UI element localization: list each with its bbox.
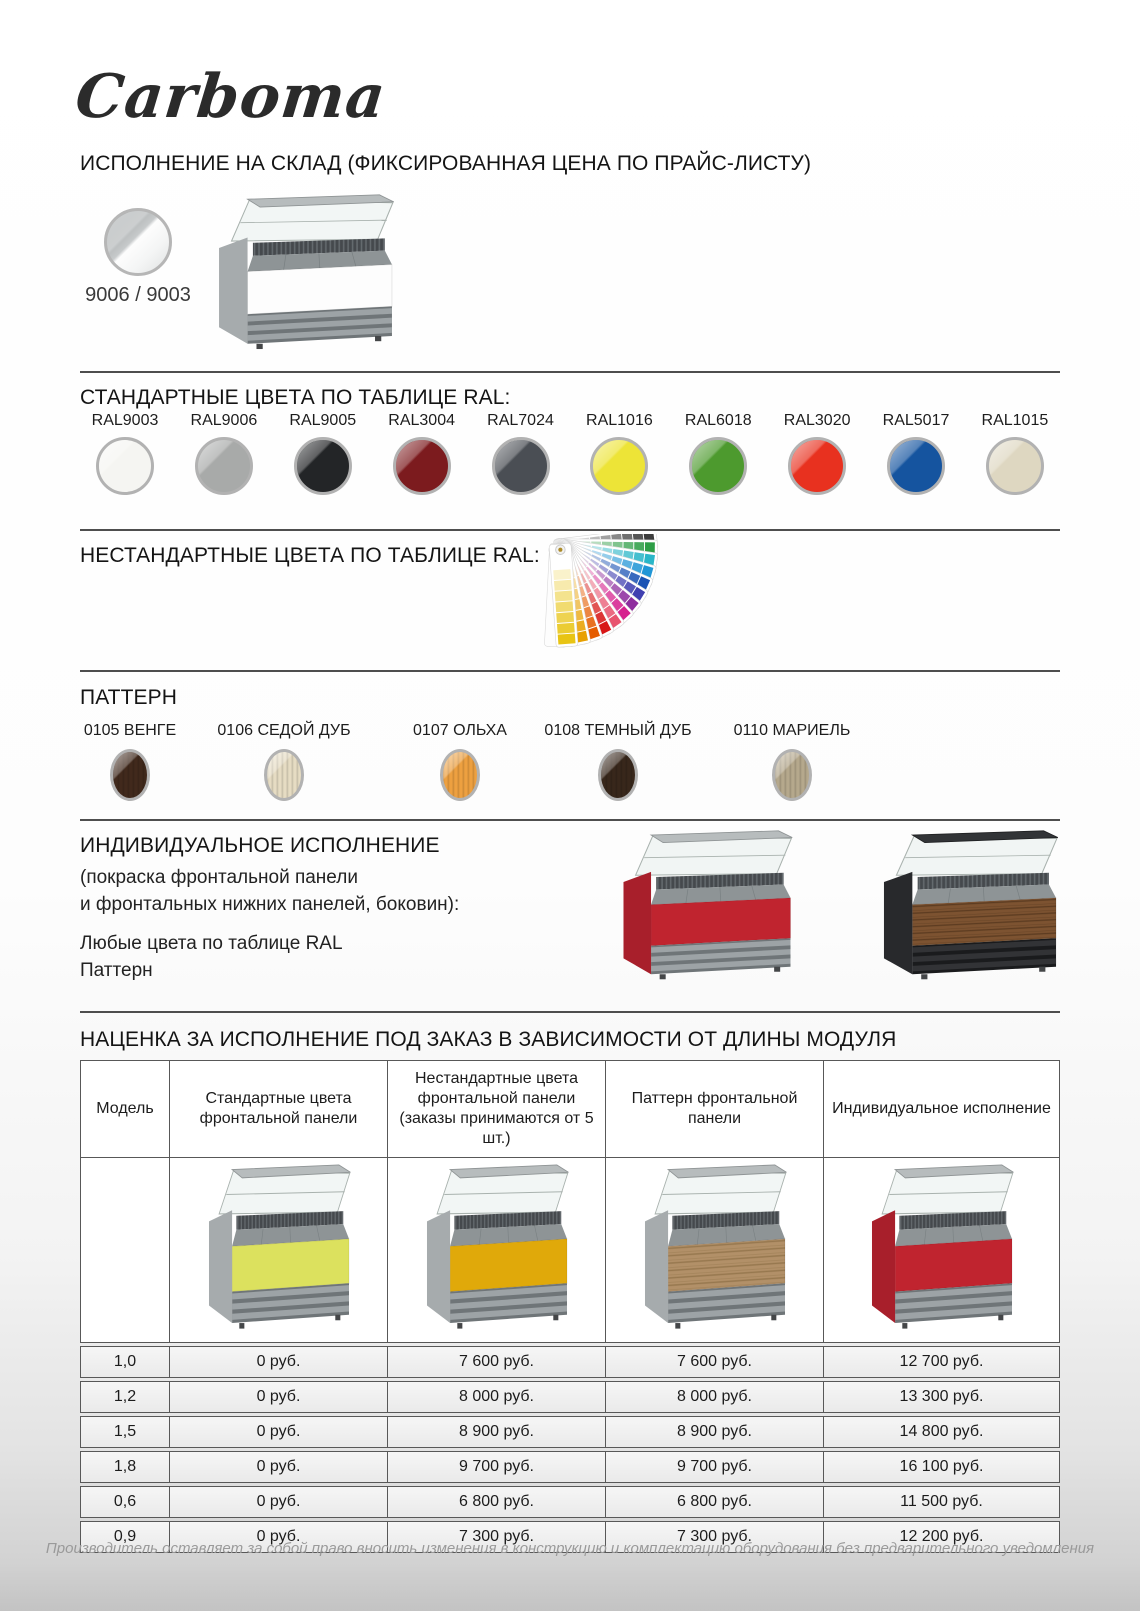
individual-options (80, 930, 343, 984)
ral-color-label: RAL5017 (882, 412, 950, 429)
table-row (80, 1381, 1060, 1413)
table-cell: 7 600 руб. (605, 1347, 823, 1377)
table-column-header: Паттерн фронтальной панели (605, 1061, 823, 1157)
table-row (80, 1416, 1060, 1448)
ral-color-RAL6018 (673, 412, 763, 495)
sheen-highlight (988, 439, 1042, 493)
ral-color-RAL3004 (377, 412, 467, 495)
pattern-label: 0108 ТЕМНЫЙ ДУБ (544, 722, 692, 739)
ral-color-label: RAL7024 (487, 412, 554, 429)
ral-color-RAL9005 (278, 412, 368, 495)
pattern-item-0107 (375, 722, 545, 801)
section-divider (80, 371, 1060, 373)
pattern-swatch (772, 749, 812, 801)
ral-color-label: RAL1016 (586, 412, 653, 429)
table-cell: 11 500 руб. (823, 1487, 1059, 1517)
stock-color-swatch (72, 208, 204, 307)
showcase-image-table-2 (632, 1164, 798, 1336)
table-cell: 1,8 (113, 1458, 137, 1475)
table-column-header: Нестандартные цвета фронтальной панели (заказы принимаются от 5 шт.) (387, 1061, 605, 1157)
individual-subtitle-line1: (покраска фронтальной панели (80, 867, 358, 888)
pattern-swatch (264, 749, 304, 801)
section-title-standard-colors: СТАНДАРТНЫЕ ЦВЕТА ПО ТАБЛИЦЕ RAL: (80, 386, 511, 409)
ral-color-label: RAL3020 (783, 412, 851, 429)
ral-color-circle (689, 437, 747, 495)
ral-color-RAL1016 (574, 412, 664, 495)
table-cell: 6 800 руб. (605, 1487, 823, 1517)
showcase-image-custom-dark (868, 830, 1072, 986)
table-row (80, 1346, 1060, 1378)
table-body (80, 1346, 1060, 1553)
table-cell: 16 100 руб. (823, 1452, 1059, 1482)
table-cell: 12 700 руб. (823, 1347, 1059, 1377)
section-title-stock: ИСПОЛНЕНИЕ НА СКЛАД (ФИКСИРОВАННАЯ ЦЕНА ПО ПРАЙС-ЛИСТУ) (80, 152, 812, 175)
sheen-highlight (790, 439, 844, 493)
sheen-highlight (774, 751, 810, 799)
ral-color-circle (393, 437, 451, 495)
individual-option-ral: Любые цвета по таблице RAL (80, 933, 343, 954)
sheen-highlight (296, 439, 350, 493)
table-cell: 14 800 руб. (823, 1417, 1059, 1447)
pattern-label: 0105 ВЕНГЕ (83, 722, 177, 739)
table-cell: 8 000 руб. (387, 1382, 605, 1412)
ral-color-circle (96, 437, 154, 495)
table-image-cell (387, 1158, 605, 1342)
sheen-highlight (889, 439, 943, 493)
showcase-image-table-1 (414, 1164, 580, 1336)
sheen-highlight (442, 751, 478, 799)
sheen-highlight (600, 751, 636, 799)
table-cell: 1,5 (113, 1423, 137, 1440)
ral-color-circle (590, 437, 648, 495)
table-cell: 0 руб. (169, 1487, 387, 1517)
ral-color-circle (195, 437, 253, 495)
section-divider (80, 1011, 1060, 1013)
footer-disclaimer: Производитель оставляет за собой право вносить изменения в конструкцию и комплектацию оборудования без предварительного уведомления (45, 1540, 1095, 1557)
sheen-highlight (98, 439, 152, 493)
table-cell: 8 000 руб. (605, 1382, 823, 1412)
section-divider (80, 529, 1060, 531)
table-header-row (81, 1061, 1059, 1157)
section-divider (80, 819, 1060, 821)
ral-color-label: RAL9005 (289, 412, 357, 429)
table-row (80, 1486, 1060, 1518)
ral-color-RAL9003 (80, 412, 170, 495)
ral-color-circle (887, 437, 945, 495)
sheen-highlight (691, 439, 745, 493)
pattern-swatches-row (0, 722, 1140, 834)
ral-fan-illustration (468, 534, 668, 654)
table-cell: 1,0 (113, 1353, 137, 1370)
pattern-label: 0107 ОЛЬХА (413, 722, 507, 739)
sheen-highlight (395, 439, 449, 493)
individual-subtitle (80, 864, 459, 918)
showcase-image-stock (203, 194, 408, 356)
ral-color-label: RAL9003 (91, 412, 159, 429)
table-cell: 0 руб. (169, 1417, 387, 1447)
sheen-highlight (106, 210, 170, 274)
ral-color-label: RAL3004 (388, 412, 455, 429)
ral-color-RAL5017 (871, 412, 961, 495)
table-column-header: Стандартные цвета фронтальной панели (169, 1061, 387, 1157)
ral-color-circle (986, 437, 1044, 495)
individual-subtitle-line2: и фронтальных нижних панелей, боковин): (80, 894, 460, 915)
sheen-highlight (494, 439, 548, 493)
table-column-header: Индивидуальное исполнение (823, 1061, 1059, 1157)
sheen-highlight (197, 439, 251, 493)
ral-color-circle (788, 437, 846, 495)
table-cell: 13 300 руб. (823, 1382, 1059, 1412)
table-cell: 8 900 руб. (387, 1417, 605, 1447)
table-cell: 0 руб. (169, 1452, 387, 1482)
showcase-image-custom-red (608, 830, 806, 986)
pattern-item-0105 (45, 722, 215, 801)
pattern-swatch (440, 749, 480, 801)
ral-colors-row (80, 412, 1060, 495)
ral-color-RAL3020 (772, 412, 862, 495)
surcharge-table (80, 1060, 1060, 1553)
individual-option-pattern: Паттерн (80, 960, 153, 981)
pattern-label: 0110 МАРИЕЛЬ (733, 722, 851, 739)
ral-color-RAL9006 (179, 412, 269, 495)
sheen-highlight (112, 751, 148, 799)
color-circle-9006-9003 (104, 208, 172, 276)
surcharge-table-header-block (80, 1060, 1060, 1343)
table-cell: 7 300 руб. (605, 1522, 823, 1552)
showcase-image-table-3 (859, 1164, 1025, 1336)
section-title-individual: ИНДИВИДУАЛЬНОЕ ИСПОЛНЕНИЕ (80, 834, 440, 857)
table-image-cell (169, 1158, 387, 1342)
table-cell: 8 900 руб. (605, 1417, 823, 1447)
section-divider (80, 670, 1060, 672)
ral-color-label: RAL1015 (981, 412, 1049, 429)
table-cell: 0 руб. (169, 1522, 387, 1552)
table-cell: 1,2 (113, 1388, 137, 1405)
pattern-swatch (598, 749, 638, 801)
table-cell: 7 600 руб. (387, 1347, 605, 1377)
ral-color-RAL1015 (970, 412, 1060, 495)
table-cell: 0 руб. (169, 1382, 387, 1412)
table-image-cell (823, 1158, 1059, 1342)
pattern-label: 0106 СЕДОЙ ДУБ (217, 722, 351, 739)
table-cell: 12 200 руб. (823, 1522, 1059, 1552)
pattern-item-0106 (199, 722, 369, 801)
table-cell: 0 руб. (169, 1347, 387, 1377)
pattern-swatch (110, 749, 150, 801)
ral-color-label: RAL6018 (684, 412, 752, 429)
ral-color-label: RAL9006 (190, 412, 258, 429)
table-image-row (81, 1157, 1059, 1342)
table-cell: 7 300 руб. (387, 1522, 605, 1552)
brand-logo: Carboma (72, 62, 390, 132)
section-title-pattern: ПАТТЕРН (80, 686, 177, 709)
table-cell: 6 800 руб. (387, 1487, 605, 1517)
section-title-nonstandard-colors: НЕСТАНДАРТНЫЕ ЦВЕТА ПО ТАБЛИЦЕ RAL: (80, 544, 540, 567)
table-row (80, 1451, 1060, 1483)
table-cell: 0,9 (113, 1528, 137, 1545)
pattern-item-0108 (533, 722, 703, 801)
table-image-cell (605, 1158, 823, 1342)
table-cell: 9 700 руб. (387, 1452, 605, 1482)
section-title-surcharge: НАЦЕНКА ЗА ИСПОЛНЕНИЕ ПОД ЗАКАЗ В ЗАВИСИМОСТИ ОТ ДЛИНЫ МОДУЛЯ (80, 1028, 897, 1051)
showcase-image-table-0 (196, 1164, 362, 1336)
ral-color-circle (294, 437, 352, 495)
sheen-highlight (592, 439, 646, 493)
table-column-header: Модель (96, 1100, 154, 1117)
ral-color-RAL7024 (476, 412, 566, 495)
table-image-cell-empty (81, 1158, 169, 1342)
table-cell: 0,6 (113, 1493, 137, 1510)
stock-swatch-label: 9006 / 9003 (85, 284, 191, 306)
ral-color-circle (492, 437, 550, 495)
sheen-highlight (266, 751, 302, 799)
pattern-item-0110 (707, 722, 877, 801)
table-cell: 9 700 руб. (605, 1452, 823, 1482)
